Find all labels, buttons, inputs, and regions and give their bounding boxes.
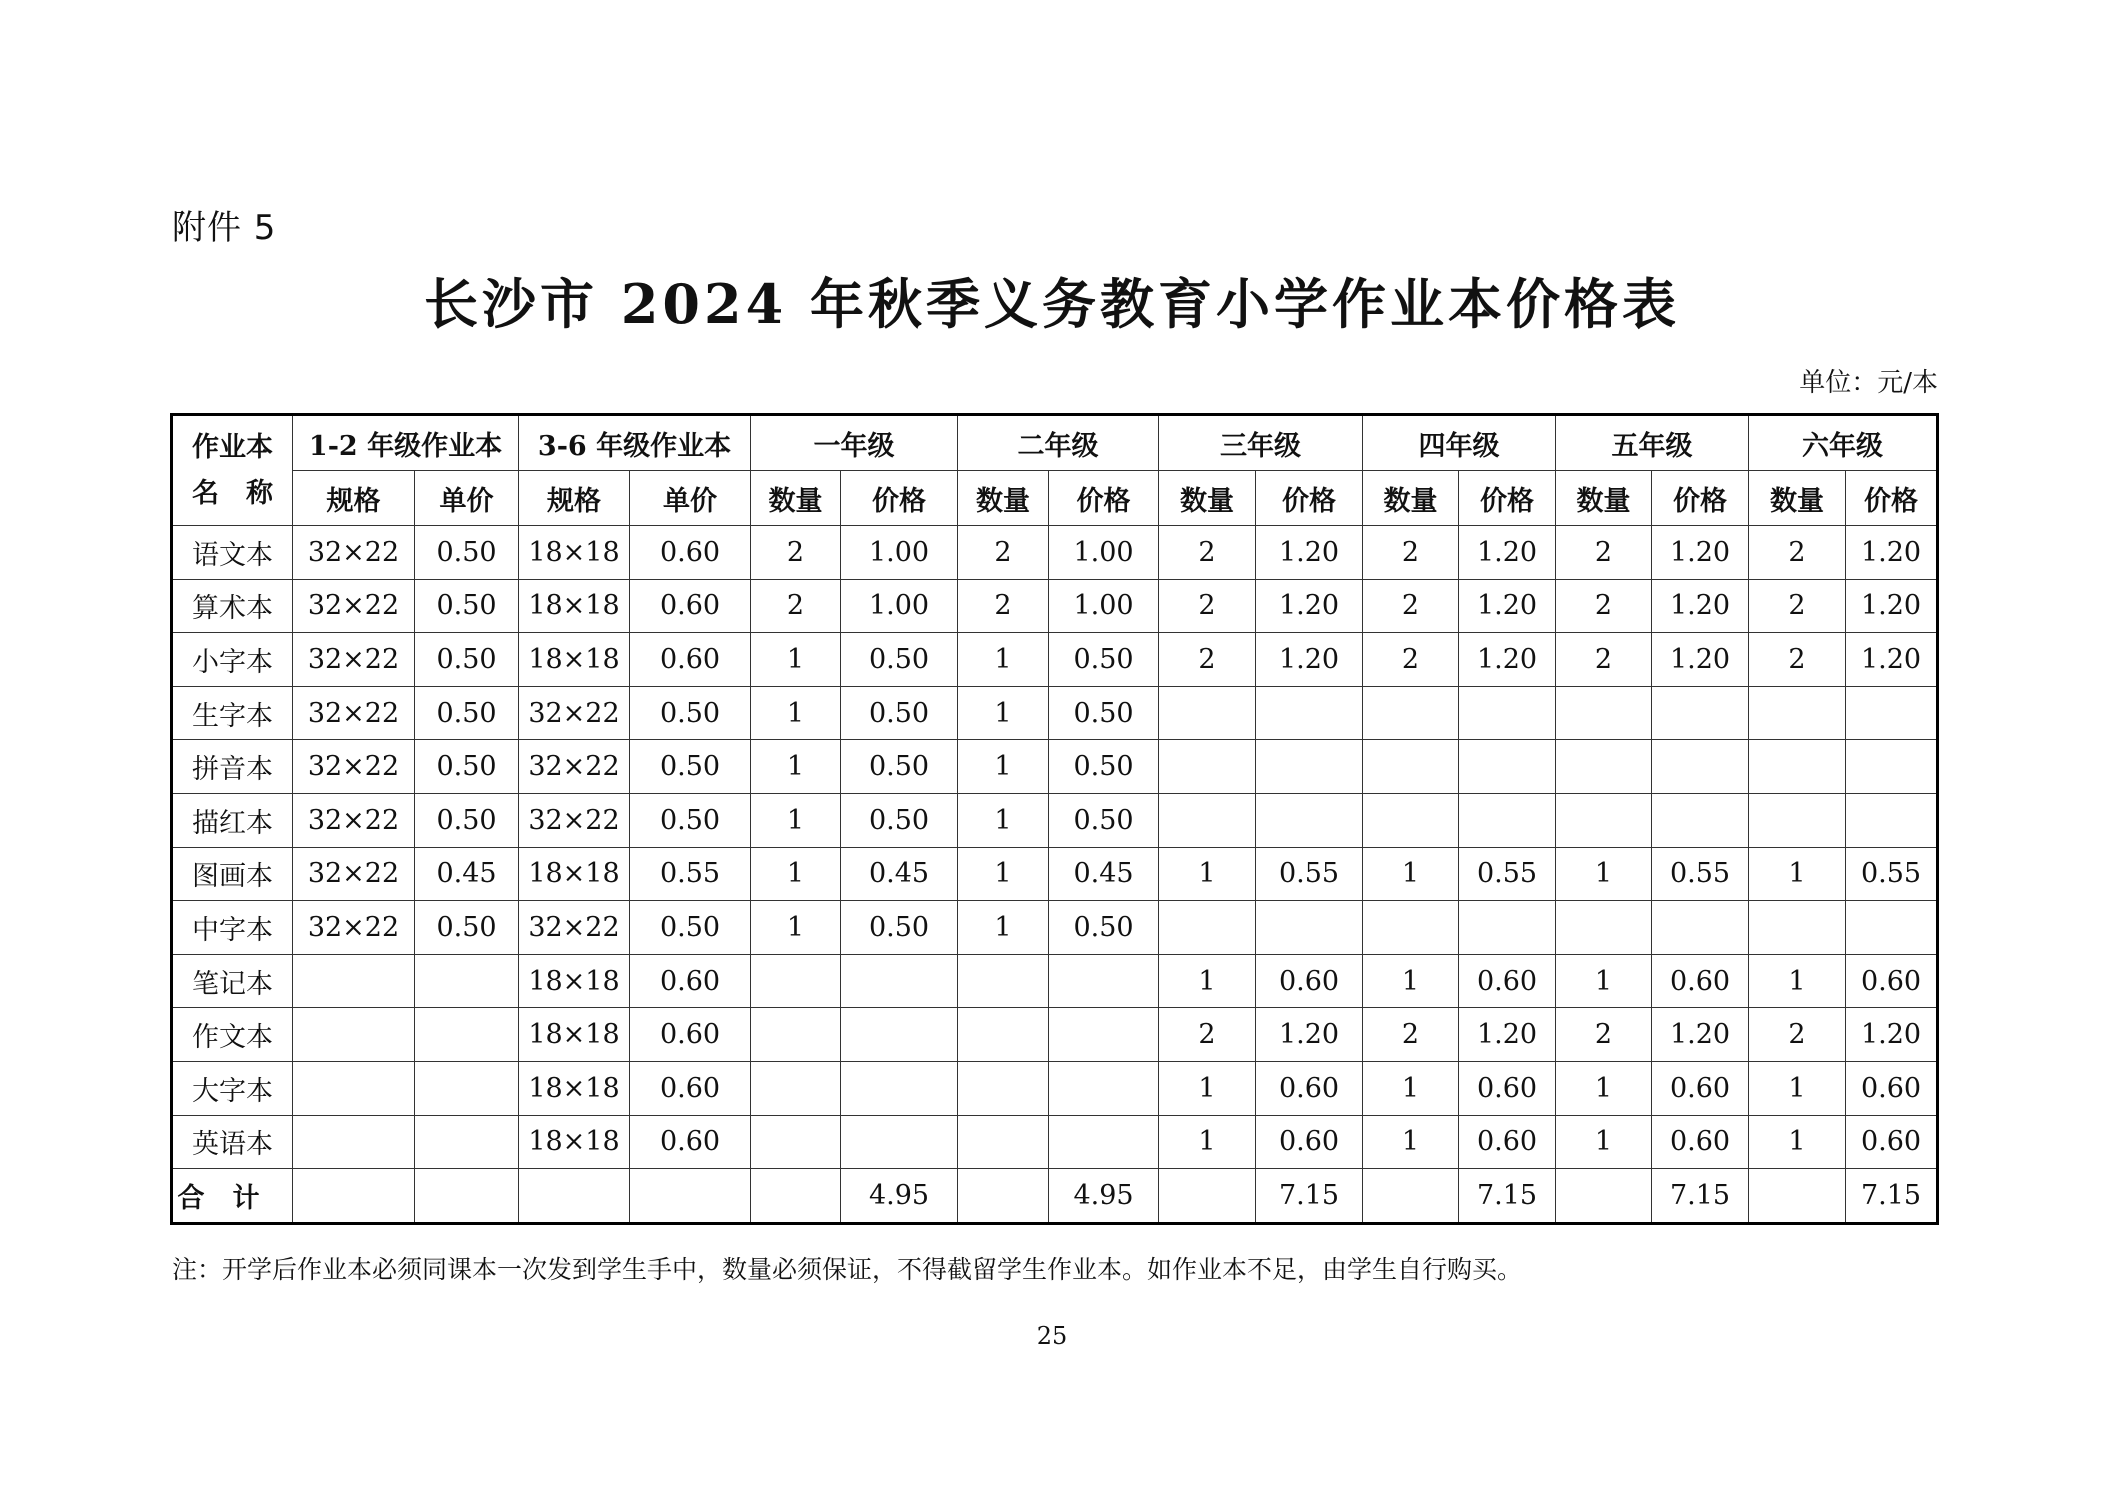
table-cell [958,1115,1049,1169]
group-header: 3-6 年级作业本 [519,415,751,471]
table-cell [1556,686,1652,740]
sub-header: 价格 [1049,471,1159,526]
table-cell: 0.55 [1256,847,1363,901]
table-cell: 18×18 [519,1115,630,1169]
table-cell: 1 [958,686,1049,740]
table-cell [1159,793,1256,847]
table-cell: 0.50 [841,793,958,847]
sub-header: 数量 [1556,471,1652,526]
table-cell: 1 [1749,1115,1846,1169]
table-cell: 1.20 [1459,1008,1556,1062]
table-cell [1749,740,1846,794]
table-cell: 1.20 [1256,1008,1363,1062]
unit-label: 单位：元/本 [1799,368,1938,398]
table-cell: 32×22 [519,740,630,794]
group-header: 五年级 [1556,415,1749,471]
table-cell: 1 [1556,1061,1652,1115]
table-cell [841,1008,958,1062]
table-row [172,1115,1938,1169]
table-cell: 32×22 [519,686,630,740]
table-cell [1652,901,1749,955]
table-cell: 1.20 [1846,633,1938,687]
total-cell [519,1169,630,1224]
table-cell: 2 [1159,1008,1256,1062]
table-cell [1363,686,1459,740]
table-cell: 2 [751,579,841,633]
table-cell: 0.60 [1846,1061,1938,1115]
total-cell: 7.15 [1846,1169,1938,1224]
row-label: 大字本 [172,1061,293,1115]
table-cell: 32×22 [293,579,415,633]
table-cell [1556,901,1652,955]
group-header-row [172,415,1938,471]
group-header: 四年级 [1363,415,1556,471]
row-label: 小字本 [172,633,293,687]
table-cell [1749,793,1846,847]
table-cell: 0.55 [630,847,751,901]
sub-header: 价格 [841,471,958,526]
table-cell: 2 [1159,526,1256,580]
page-number: 25 [1036,1322,1068,1350]
table-cell [1256,793,1363,847]
table-cell: 0.60 [1652,1115,1749,1169]
row-label: 英语本 [172,1115,293,1169]
table-cell: 0.50 [841,901,958,955]
total-cell: 7.15 [1459,1169,1556,1224]
total-cell [751,1169,841,1224]
table-cell [1363,740,1459,794]
row-label: 拼音本 [172,740,293,794]
sub-header: 数量 [958,471,1049,526]
table-cell: 1.00 [1049,579,1159,633]
table-cell: 1 [1159,1061,1256,1115]
table-cell: 0.50 [415,633,519,687]
table-cell: 0.50 [630,793,751,847]
table-cell: 18×18 [519,526,630,580]
table-cell [1256,740,1363,794]
total-cell [630,1169,751,1224]
table-cell [1556,793,1652,847]
table-cell [1652,740,1749,794]
table-cell: 1 [1556,1115,1652,1169]
table-cell: 1.20 [1652,526,1749,580]
table-cell [1049,954,1159,1008]
table-row [172,526,1938,580]
table-cell: 0.50 [415,686,519,740]
table-cell: 1 [751,847,841,901]
table-cell: 2 [1363,633,1459,687]
table-cell: 1.20 [1652,1008,1749,1062]
group-header: 二年级 [958,415,1159,471]
table-cell: 18×18 [519,847,630,901]
table-cell: 0.60 [1256,1061,1363,1115]
table-cell [1459,686,1556,740]
table-cell [1846,686,1938,740]
table-cell: 1 [1749,1061,1846,1115]
table-cell: 32×22 [293,901,415,955]
sub-header: 价格 [1652,471,1749,526]
page-title: 长沙市 2024 年秋季义务教育小学作业本价格表 [424,272,1680,336]
table-cell: 1.20 [1256,526,1363,580]
table-cell [1159,740,1256,794]
table-cell: 2 [958,579,1049,633]
row-label: 算术本 [172,579,293,633]
table-cell [1363,793,1459,847]
table-cell: 18×18 [519,1008,630,1062]
table-cell: 32×22 [293,847,415,901]
table-cell [841,954,958,1008]
table-cell: 0.50 [1049,633,1159,687]
table-cell: 0.50 [841,740,958,794]
total-cell: 4.95 [841,1169,958,1224]
table-cell [415,954,519,1008]
table-cell: 0.55 [1459,847,1556,901]
table-row [172,954,1938,1008]
row-label: 笔记本 [172,954,293,1008]
table-cell: 1 [1363,1061,1459,1115]
table-row [172,579,1938,633]
table-cell [1846,740,1938,794]
table-row [172,901,1938,955]
table-cell: 0.60 [1652,954,1749,1008]
table-cell [751,954,841,1008]
table-row [172,793,1938,847]
table-cell: 2 [1556,526,1652,580]
table-row [172,847,1938,901]
total-cell [293,1169,415,1224]
table-cell [958,1008,1049,1062]
row-label: 作文本 [172,1008,293,1062]
table-cell: 0.60 [630,526,751,580]
total-row [172,1169,1938,1224]
table-cell [1846,793,1938,847]
table-cell: 1.20 [1459,579,1556,633]
table-cell: 18×18 [519,1061,630,1115]
table-cell: 0.50 [1049,901,1159,955]
table-cell: 32×22 [519,793,630,847]
table-cell: 1 [958,847,1049,901]
total-cell [1363,1169,1459,1224]
table-cell: 1 [751,740,841,794]
table-cell: 0.50 [841,686,958,740]
sub-header: 数量 [1749,471,1846,526]
table-cell: 0.50 [630,740,751,794]
sub-header: 价格 [1459,471,1556,526]
table-cell: 1.20 [1652,633,1749,687]
table-cell [415,1115,519,1169]
table-cell: 2 [1363,579,1459,633]
table-cell: 1 [1556,847,1652,901]
total-cell [1556,1169,1652,1224]
table-cell: 1.20 [1846,579,1938,633]
table-cell: 1 [1363,1115,1459,1169]
table-cell: 1.20 [1256,633,1363,687]
price-table [170,413,1939,1225]
total-label: 合计 [172,1169,293,1224]
table-cell: 0.50 [415,740,519,794]
table-cell: 1 [958,793,1049,847]
table-cell [1159,901,1256,955]
group-header: 六年级 [1749,415,1938,471]
table-cell: 18×18 [519,633,630,687]
table-cell [1049,1061,1159,1115]
table-cell: 1 [751,793,841,847]
table-cell: 1 [1363,954,1459,1008]
table-cell: 1 [751,901,841,955]
table-cell: 0.60 [1459,954,1556,1008]
footnote: 注：开学后作业本必须同课本一次发到学生手中，数量必须保证，不得截留学生作业本。如作业本不足，由学生自行购买。 [172,1255,1523,1284]
table-cell: 1 [958,633,1049,687]
table-cell: 2 [958,526,1049,580]
table-cell: 0.50 [630,901,751,955]
table-cell: 1 [958,901,1049,955]
group-header: 一年级 [751,415,958,471]
table-cell [1049,1115,1159,1169]
table-cell: 1 [1159,847,1256,901]
table-cell: 0.50 [415,579,519,633]
table-cell: 0.45 [415,847,519,901]
table-row [172,740,1938,794]
table-cell: 32×22 [293,633,415,687]
group-header: 三年级 [1159,415,1363,471]
table-cell: 0.60 [1846,954,1938,1008]
table-cell [1749,901,1846,955]
table-cell: 0.50 [630,686,751,740]
table-cell: 2 [1363,1008,1459,1062]
table-cell: 2 [751,526,841,580]
table-cell [415,1008,519,1062]
table-cell: 2 [1556,633,1652,687]
row-label: 图画本 [172,847,293,901]
table-cell: 2 [1556,579,1652,633]
sub-header: 规格 [293,471,415,526]
column-header-name [172,415,293,526]
table-row [172,1061,1938,1115]
sub-header: 规格 [519,471,630,526]
table-cell: 0.55 [1652,847,1749,901]
table-cell: 0.60 [1846,1115,1938,1169]
table-cell [1049,1008,1159,1062]
table-cell: 1.20 [1256,579,1363,633]
table-cell [415,1061,519,1115]
total-cell [415,1169,519,1224]
table-body [172,526,1938,1169]
table-cell: 2 [1749,1008,1846,1062]
table-cell: 1 [1749,954,1846,1008]
table-cell [1652,793,1749,847]
table-cell: 1.20 [1459,526,1556,580]
table-cell: 0.60 [1256,954,1363,1008]
table-cell: 2 [1749,579,1846,633]
sub-header: 数量 [751,471,841,526]
table-cell: 1 [958,740,1049,794]
table-cell [841,1061,958,1115]
table-cell: 0.60 [630,1061,751,1115]
table-cell [1256,901,1363,955]
total-cell: 7.15 [1256,1169,1363,1224]
table-cell: 1.00 [1049,526,1159,580]
sub-header: 数量 [1363,471,1459,526]
table-cell: 0.60 [1459,1115,1556,1169]
table-cell [958,1061,1049,1115]
table-cell [841,1115,958,1169]
total-cell [1159,1169,1256,1224]
sub-header: 数量 [1159,471,1256,526]
table-cell: 0.60 [1652,1061,1749,1115]
table-cell: 0.50 [415,793,519,847]
table-cell [751,1115,841,1169]
table-cell: 2 [1556,1008,1652,1062]
sub-header-row [172,471,1938,526]
table-cell [1459,740,1556,794]
table-cell: 0.45 [1049,847,1159,901]
table-cell: 0.60 [1256,1115,1363,1169]
sub-header: 单价 [630,471,751,526]
table-row [172,1008,1938,1062]
sub-header: 单价 [415,471,519,526]
table-cell [751,1008,841,1062]
row-label: 生字本 [172,686,293,740]
table-cell: 1 [1159,954,1256,1008]
table-cell: 18×18 [519,579,630,633]
table-cell [751,1061,841,1115]
table-cell: 32×22 [519,901,630,955]
table-cell: 1 [1363,847,1459,901]
row-label: 语文本 [172,526,293,580]
table-cell [1652,686,1749,740]
table-cell [293,1008,415,1062]
table-cell: 0.50 [415,901,519,955]
total-cell: 7.15 [1652,1169,1749,1224]
table-cell [958,954,1049,1008]
table-cell [1556,740,1652,794]
table-cell: 0.50 [415,526,519,580]
table-cell: 0.50 [841,633,958,687]
table-cell: 0.50 [1049,686,1159,740]
table-cell: 32×22 [293,793,415,847]
row-label: 描红本 [172,793,293,847]
table-cell: 1 [751,633,841,687]
table-cell: 0.60 [1459,1061,1556,1115]
table-cell: 0.50 [1049,740,1159,794]
total-cell [1749,1169,1846,1224]
table-cell [1363,901,1459,955]
table-cell: 0.60 [630,1008,751,1062]
table-cell: 32×22 [293,686,415,740]
sub-header: 价格 [1256,471,1363,526]
table-cell: 1 [751,686,841,740]
table-cell: 2 [1363,526,1459,580]
corner-line1: 作业本 [192,431,273,463]
table-cell: 2 [1749,633,1846,687]
table-row [172,686,1938,740]
table-cell: 1.20 [1846,526,1938,580]
table-cell [1159,686,1256,740]
table-cell: 32×22 [293,526,415,580]
table-cell [1846,901,1938,955]
table-cell [1459,793,1556,847]
total-cell: 4.95 [1049,1169,1159,1224]
table-row [172,633,1938,687]
table-cell: 32×22 [293,740,415,794]
table-cell: 2 [1159,579,1256,633]
table-cell: 1 [1556,954,1652,1008]
table-cell: 1 [1749,847,1846,901]
table-cell: 1.00 [841,579,958,633]
table-cell: 0.60 [630,579,751,633]
table-cell: 1.20 [1652,579,1749,633]
table-cell: 1.00 [841,526,958,580]
group-header: 1-2 年级作业本 [293,415,519,471]
table-cell [293,1061,415,1115]
table-cell [293,954,415,1008]
table-cell: 18×18 [519,954,630,1008]
table-cell [1749,686,1846,740]
table-cell: 2 [1159,633,1256,687]
table-cell: 1.20 [1846,1008,1938,1062]
table-cell [1459,901,1556,955]
table-cell: 0.60 [630,633,751,687]
row-label: 中字本 [172,901,293,955]
table-cell: 0.60 [630,1115,751,1169]
table-cell: 0.50 [1049,793,1159,847]
attachment-label: 附件 5 [172,208,277,248]
sub-header: 价格 [1846,471,1938,526]
table-cell: 0.60 [630,954,751,1008]
table-cell: 0.55 [1846,847,1938,901]
corner-line2: 名 称 [192,477,273,509]
table-cell: 1.20 [1459,633,1556,687]
table-cell: 1 [1159,1115,1256,1169]
table-cell [1256,686,1363,740]
total-cell [958,1169,1049,1224]
table-cell: 2 [1749,526,1846,580]
table-cell [293,1115,415,1169]
table-cell: 0.45 [841,847,958,901]
